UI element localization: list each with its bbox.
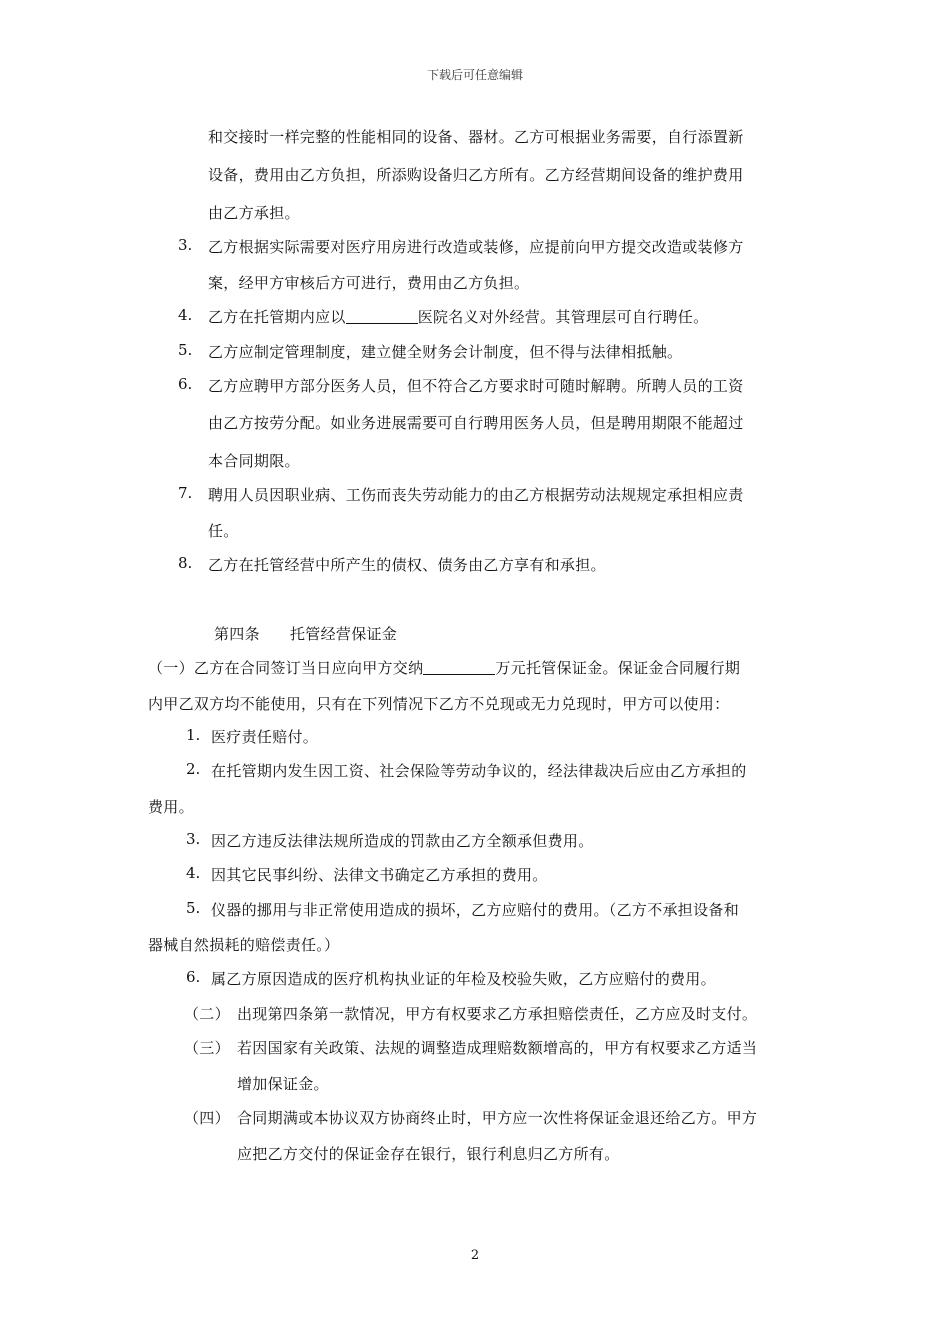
list-number: 3. bbox=[186, 830, 201, 848]
list-number: 4. bbox=[178, 306, 193, 324]
clause-line bbox=[148, 657, 740, 678]
list-number: 3. bbox=[178, 236, 193, 254]
list-item-line: 聘用人员因职业病、工伤而丧失劳动能力的由乙方根据劳动法规规定承担相应责 bbox=[208, 486, 744, 504]
list-item-line: 器械自然损耗的赔偿责任。） bbox=[148, 936, 340, 954]
clause-label: （四） bbox=[184, 1109, 230, 1127]
list-number: 6. bbox=[178, 375, 193, 393]
list-item-line: 因其它民事纠纷、法律文书确定乙方承担的费用。 bbox=[211, 866, 548, 884]
paragraph-line: 由乙方承担。 bbox=[208, 204, 300, 222]
list-number: 6. bbox=[186, 968, 201, 986]
list-item-line: 任。 bbox=[208, 522, 239, 540]
list-item-line: 乙方应制定管理制度，建立健全财务会计制度，但不得与法律相抵触。 bbox=[208, 343, 683, 361]
list-item-line: 仪器的挪用与非正常使用造成的损坏，乙方应赔付的费用。（乙方不承担设备和 bbox=[211, 901, 740, 919]
clause-line: 内甲乙双方均不能使用，只有在下列情况下乙方不兑现或无力兑现时，甲方可以使用： bbox=[148, 695, 730, 713]
list-item-line: 费用。 bbox=[148, 798, 194, 816]
list-item-line: 医疗责任赔付。 bbox=[211, 728, 319, 746]
text-before-blank: （一）乙方在合同签订当日应向甲方交纳 bbox=[148, 659, 424, 677]
page-header: 下载后可任意编辑 bbox=[426, 68, 523, 82]
fill-in-blank[interactable] bbox=[423, 660, 495, 675]
clause-line: 若因国家有关政策、法规的调整造成理赔数额增高的，甲方有权要求乙方适当 bbox=[237, 1039, 758, 1057]
clause-line: 应把乙方交付的保证金存在银行，银行利息归乙方所有。 bbox=[237, 1145, 620, 1163]
text-after-blank: 医院名义对外经营。其管理层可自行聘任。 bbox=[417, 308, 709, 326]
list-item-line: 属乙方原因造成的医疗机构执业证的年检及校验失败，乙方应赔付的费用。 bbox=[211, 970, 716, 988]
list-number: 4. bbox=[186, 864, 201, 882]
article-number: 第四条 bbox=[214, 625, 260, 643]
paragraph-line: 设备，费用由乙方负担，所添购设备归乙方所有。乙方经营期间设备的维护费用 bbox=[208, 166, 744, 184]
list-item-line: 乙方根据实际需要对医疗用房进行改造或装修，应提前向甲方提交改造或装修方 bbox=[208, 238, 744, 256]
clause-line: 增加保证金。 bbox=[237, 1075, 329, 1093]
article-title: 托管经营保证金 bbox=[290, 625, 398, 643]
clause-line: 合同期满或本协议双方协商终止时，甲方应一次性将保证金退还给乙方。甲方 bbox=[237, 1109, 758, 1127]
list-item-line: 案，经甲方审核后方可进行，费用由乙方负担。 bbox=[208, 274, 530, 292]
list-item-line: 乙方应聘甲方部分医务人员，但不符合乙方要求时可随时解聘。所聘人员的工资 bbox=[208, 377, 744, 395]
paragraph-line: 和交接时一样完整的性能相同的设备、器材。乙方可根据业务需要，自行添置新 bbox=[208, 128, 744, 146]
list-item-line: 本合同期限。 bbox=[208, 452, 300, 470]
list-number: 5. bbox=[178, 341, 193, 359]
list-number: 2. bbox=[186, 760, 201, 778]
page-number: 2 bbox=[470, 1248, 480, 1263]
clause-label: （三） bbox=[184, 1039, 230, 1057]
list-number: 7. bbox=[178, 484, 193, 502]
text-before-blank: 乙方在托管期内应以 bbox=[208, 308, 346, 326]
clause-label: （二） bbox=[184, 1005, 230, 1023]
list-item-line: 由乙方按劳分配。如业务进展需要可自行聘用医务人员，但是聘用期限不能超过 bbox=[208, 414, 744, 432]
list-number: 5. bbox=[186, 899, 201, 917]
list-item-line: 乙方在托管经营中所产生的债权、债务由乙方享有和承担。 bbox=[208, 556, 606, 574]
list-item-line: 在托管期内发生因工资、社会保险等劳动争议的，经法律裁决后应由乙方承担的 bbox=[211, 762, 747, 780]
list-item-line bbox=[208, 306, 708, 327]
text-after-blank: 万元托管保证金。保证金合同履行期 bbox=[495, 659, 741, 677]
clause-line: 出现第四条第一款情况，甲方有权要求乙方承担赔偿责任，乙方应及时支付。 bbox=[237, 1005, 758, 1023]
list-number: 1. bbox=[186, 726, 201, 744]
list-number: 8. bbox=[178, 554, 193, 572]
fill-in-blank[interactable] bbox=[346, 309, 418, 324]
list-item-line: 因乙方违反法律法规所造成的罚款由乙方全额承但费用。 bbox=[211, 832, 594, 850]
